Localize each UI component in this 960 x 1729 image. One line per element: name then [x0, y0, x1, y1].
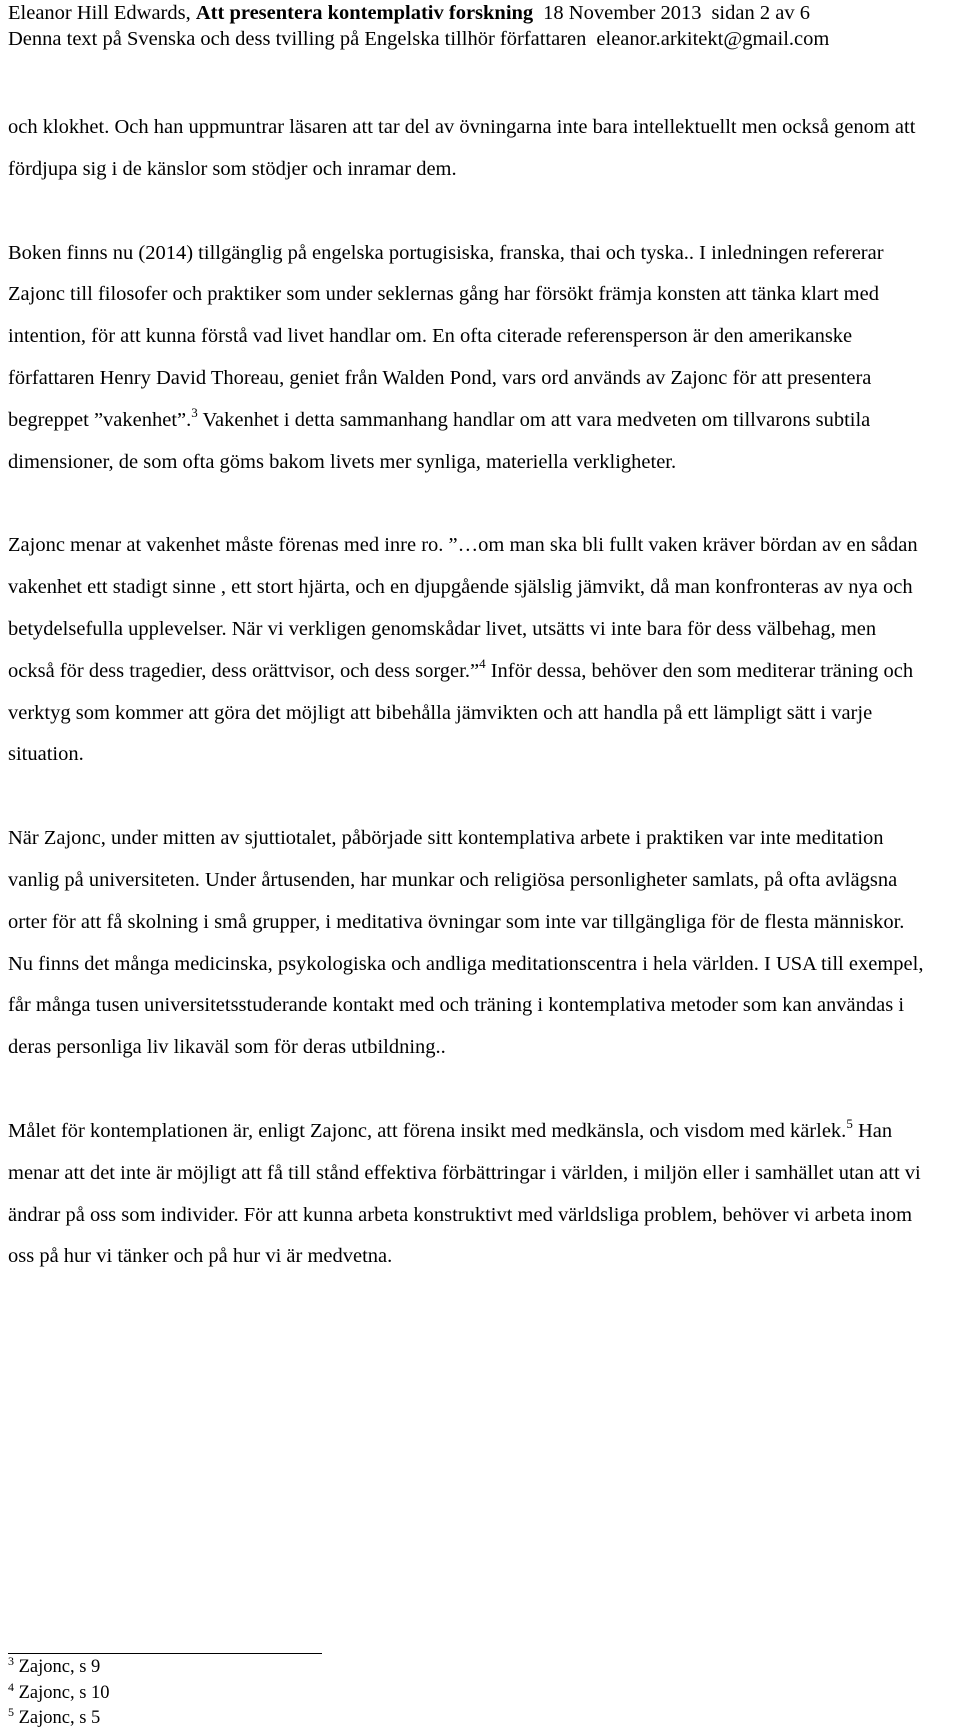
header-author: Eleanor Hill Edwards,: [8, 2, 191, 24]
footnote-ref-5: 5: [846, 1115, 853, 1131]
footnote-number: 5: [8, 1705, 14, 1719]
paragraph-1: och klokhet. Och han uppmuntrar läsaren att tar del av övningarna inte bara intellektuellt men också genom att fördjupa sig i de känslor som stödjer och inramar dem.: [8, 116, 916, 180]
footnote-separator: [8, 1653, 322, 1654]
footnote-text: Zajonc, s 10: [14, 1683, 110, 1703]
header-title: Att presentera kontemplativ forskning: [195, 2, 534, 24]
paragraph-5-text: Målet för kontemplationen är, enligt Zajonc, att förena insikt med medkänsla, och visdom med kärlek.: [8, 1119, 847, 1142]
paragraph-2-text-cont: Vakenhet i detta sammanhang handlar om att vara medveten om tillvarons subtila dimensioner, de som ofta göms bakom livets mer synliga, materiella verkligheter.: [8, 408, 871, 473]
paragraph-3-text: Zajonc menar at vakenhet måste förenas med inre ro. ”…om man ska bli fullt vaken kräver bördan av en sådan vakenhet ett stadigt sinne , ett stort hjärta, och en djupgående själslig jämvikt, då man konfronteras av nya och betydelsefulla upplevelser. När vi verkligen genomskådar livet, utsätts vi inte bara för dess välbehag, men också för dess tragedier, dess orättvisor, och dess sorger.”: [8, 534, 918, 682]
header-email: eleanor.arkitekt@gmail.com: [596, 28, 830, 50]
header-copyright-note: Denna text på Svenska och dess tvilling på Engelska tillhör författaren: [8, 28, 587, 50]
paragraph-2-text: Boken finns nu (2014) tillgänglig på engelska portugisiska, franska, thai och tyska.. I inledningen refererar Zajonc till filosofer och praktiker som under seklernas gång har försökt främja konsten att tänka klart med intention, för att kunna förstå vad livet handlar om. En ofta citerade referensperson är den amerikanske författaren Henry David Thoreau, geniet från Walden Pond, vars ord används av Zajonc för att presentera begreppet ”vakenhet”.: [8, 241, 884, 431]
page-header: [8, 0, 926, 52]
footnote-5: [8, 1707, 100, 1729]
paragraph-3: [8, 525, 926, 776]
footnote-text: Zajonc, s 5: [14, 1708, 101, 1728]
paragraph-4: När Zajonc, under mitten av sjuttiotalet, påbörjade sitt kontemplativa arbete i praktiken var inte meditation vanlig på universiteten. Under årtusenden, har munkar och religiösa personligheter samlats, på ofta avlägsna orter för att få skolning i små grupper, i meditativa övningar som inte var tillgängliga för de flesta människor. Nu finns det många medicinska, psykologiska och andliga meditationscentra i hela världen. I USA till exempel, får många tusen universitetsstuderande kontakt med och träning i kontemplativa metoder som kan användas i deras personliga liv likaväl som för deras utbildning..: [8, 827, 924, 1059]
header-line-1: [8, 0, 926, 26]
footnote-3: [8, 1656, 100, 1678]
paragraph-5: [8, 1111, 926, 1278]
footnote-number: 3: [8, 1654, 14, 1668]
header-date: 18 November 2013: [543, 2, 702, 24]
footnote-ref-4: 4: [479, 655, 486, 671]
paragraph-2: [8, 233, 926, 484]
paragraph-5-text-cont: Han menar att det inte är möjligt att få till stånd effektiva förbättringar i världen, i miljön eller i samhället utan att vi ändrar på oss som individer. För att kunna arbeta konstruktivt med världsliga problem, behöver vi arbeta inom oss på hur vi tänker och på hur vi är medvetna.: [8, 1119, 921, 1268]
header-page-number: sidan 2 av 6: [711, 2, 810, 24]
footnote-text: Zajonc, s 9: [14, 1657, 101, 1677]
header-line-2: [8, 26, 926, 52]
footnote-ref-3: 3: [191, 404, 198, 420]
footnote-4: [8, 1682, 110, 1704]
paragraph-3-text-cont: Inför dessa, behöver den som mediterar träning och verktyg som kommer att göra det möjligt att bibehålla jämvikten och att handla på ett lämpligt sätt i varje situation.: [8, 659, 914, 766]
footnote-number: 4: [8, 1680, 14, 1694]
